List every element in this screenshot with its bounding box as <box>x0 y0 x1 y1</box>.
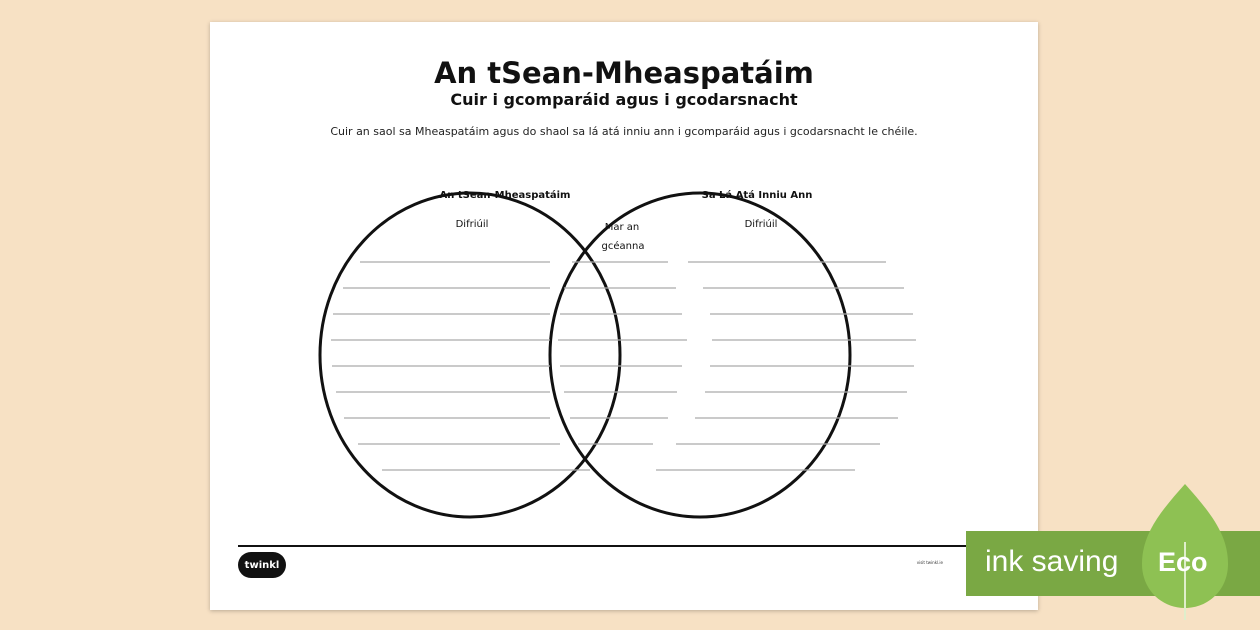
left-circle <box>320 193 620 517</box>
overlap-label-line1: Mar an <box>604 222 640 233</box>
worksheet-page <box>210 22 1038 610</box>
venn-diagram <box>210 22 1038 610</box>
page-title: An tSean-Mheaspatáim <box>434 56 814 90</box>
writing-lines-overlap <box>558 262 687 444</box>
right-circle-heading: Sa Lá Atá Inniu Ann <box>701 190 813 201</box>
ink-saving-label: ink saving <box>985 545 1119 578</box>
footer-mark: visit twinkl.ie <box>916 560 943 565</box>
page-subtitle: Cuir i gcomparáid agus i gcodarsnacht <box>450 90 798 109</box>
twinkl-logo: twinkl <box>238 552 286 578</box>
instruction-text: Cuir an saol sa Mheaspatáim agus do shaol sa lá atá inniu ann i gcomparáid agus i gcodarsnacht le chéile. <box>330 125 918 138</box>
writing-lines-right <box>656 262 916 470</box>
eco-label: Eco <box>1158 547 1208 577</box>
right-circle-label: Difriúil <box>744 219 778 230</box>
overlap-label-line2: gcéanna <box>601 241 645 252</box>
left-circle-heading: An tSean-Mheaspatáim <box>439 190 571 201</box>
left-circle-label: Difriúil <box>455 219 489 230</box>
footer-divider <box>238 545 1010 547</box>
right-circle <box>550 193 850 517</box>
